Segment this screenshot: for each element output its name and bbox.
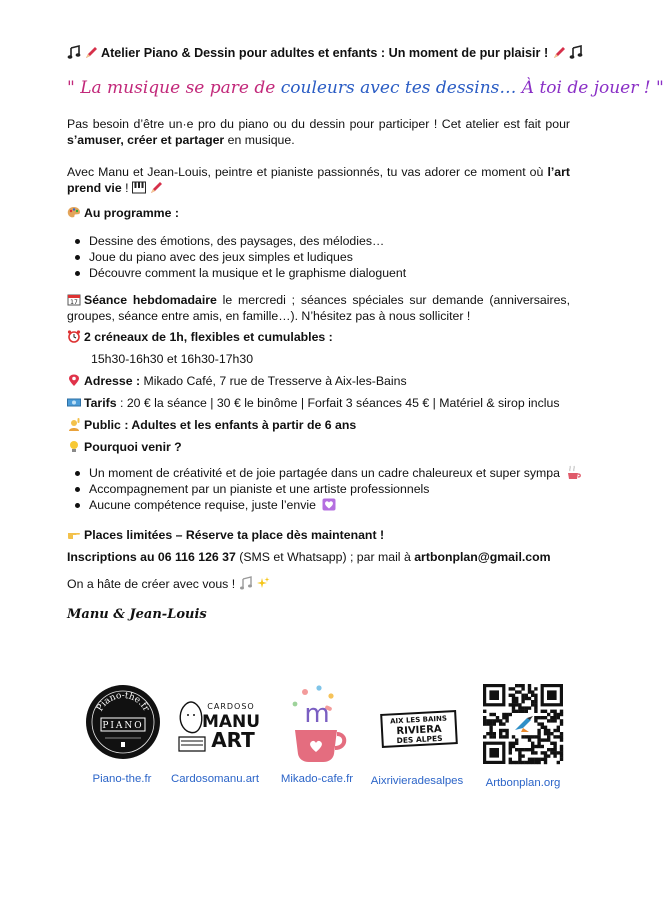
- list-item: Accompagnement par un pianiste et une artiste professionnels: [67, 481, 570, 497]
- music-note-icon: [569, 46, 583, 59]
- public-text: Public : Adultes et les enfants à partir de 6 ans: [84, 418, 357, 432]
- riviera-line-2: RIVIERA: [396, 723, 442, 738]
- qr-code[interactable]: [483, 684, 563, 764]
- places-line: [67, 527, 570, 543]
- piano-the-logo[interactable]: [85, 684, 161, 760]
- closing-text: On a hâte de créer avec vous !: [67, 577, 236, 591]
- caption-artbonplan[interactable]: Artbonplan.org: [485, 777, 561, 789]
- piano-the-logo-word: PIANO: [102, 721, 144, 731]
- music-notes-icon: [239, 577, 253, 590]
- list-item: Un moment de créativité et de joie partagée dans un cadre chaleureux et super sympa: [67, 465, 570, 481]
- caption-piano-the[interactable]: Piano-the.fr: [92, 773, 152, 785]
- adresse-line: Adresse : Mikado Café, 7 rue de Tresserve à Aix-les-Bains: [67, 373, 570, 389]
- purple-heart-icon: [322, 498, 336, 511]
- intro-paragraph-1: Pas besoin d’être un·e pro du piano ou du dessin pour participer ! Cet atelier est fait pour s’amuser, créer et partager en musique.: [67, 117, 570, 147]
- places-text: Places limitées – Réserve ta place dès maintenant !: [84, 528, 385, 542]
- programme-heading: Au programme :: [84, 206, 179, 220]
- closing-line: [67, 576, 570, 592]
- phone-number: Inscriptions au 06 116 126 37: [67, 550, 236, 564]
- quote-part-3: À toi de jouer ! ": [521, 78, 664, 98]
- list-item: Joue du piano avec des jeux simples et ludiques: [67, 249, 570, 265]
- tarifs-line: Tarifs : 20 € la séance | 30 € le binôme | Forfait 3 séances 45 € | Matériel & sirop inclus: [67, 395, 570, 411]
- pourquoi-list: [67, 465, 570, 513]
- title-line: [67, 45, 570, 61]
- cardoso-small-text: CARDOSO: [207, 702, 255, 711]
- programme-heading-line: [67, 205, 570, 221]
- seance-paragraph: 17 Séance hebdomadaire le mercredi ; séances spéciales sur demande (anniversaires, groupes, séance entre amis, en famille…). N’hésitez pas à nous solliciter !: [67, 293, 570, 323]
- money-icon: [67, 396, 81, 409]
- location-pin-icon: [67, 374, 81, 387]
- signature: Manu & Jean-Louis: [67, 607, 207, 622]
- cardoso-art-text: ART: [211, 728, 255, 752]
- programme-list: [67, 233, 570, 281]
- inscriptions-line: Inscriptions au 06 116 126 37 (SMS et Whatsapp) ; par mail à artbonplan@gmail.com: [67, 550, 551, 564]
- caption-cardosomanu[interactable]: Cardosomanu.art: [170, 773, 259, 785]
- hot-beverage-icon: [566, 465, 582, 481]
- quote-part-1: " La musique se pare de: [67, 78, 281, 98]
- intro-paragraph-2: Avec Manu et Jean-Louis, peintre et pianiste passionnés, tu vas adorer ce moment où l’art prend vie !: [67, 165, 570, 195]
- creneaux-heading: 2 créneaux de 1h, flexibles et cumulables :: [84, 330, 333, 344]
- palette-icon: [67, 206, 81, 219]
- light-bulb-icon: [67, 440, 81, 453]
- list-item: Dessine des émotions, des paysages, des mélodies…: [67, 233, 570, 249]
- creneaux-times: 15h30-16h30 et 16h30-17h30: [91, 352, 254, 366]
- piano-the-ring-text: Piano-the.fr: [95, 690, 151, 714]
- cardoso-manu-text: MANU: [201, 712, 261, 732]
- aix-riviera-logo[interactable]: [380, 711, 458, 747]
- quote-part-2: couleurs avec tes dessins…: [280, 78, 522, 98]
- riviera-line-3: DES ALPES: [396, 733, 443, 746]
- sparkles-icon: [256, 577, 270, 590]
- svg-text:17: 17: [70, 299, 78, 306]
- crayon-icon: [84, 46, 98, 59]
- creneaux-heading-line: [67, 329, 570, 345]
- piano-keys-icon: [132, 181, 146, 194]
- kingfisher-icon: [512, 713, 534, 735]
- mikado-cafe-logo[interactable]: [285, 684, 349, 764]
- list-item: Aucune compétence requise, juste l’envie: [67, 497, 570, 513]
- person-raising-hand-icon: [67, 418, 81, 431]
- page-title: Atelier Piano & Dessin pour adultes et enfants : Un moment de pur plaisir !: [101, 46, 549, 60]
- list-item: Découvre comment la musique et le graphisme dialoguent: [67, 265, 570, 281]
- calendar-icon: [67, 293, 81, 306]
- quote-line: [67, 76, 664, 100]
- mikado-letter: m: [304, 699, 330, 729]
- public-line: [67, 417, 570, 433]
- cardoso-manu-art-logo[interactable]: [175, 697, 261, 753]
- pointing-hand-icon: [67, 528, 81, 541]
- contact-email[interactable]: artbonplan@gmail.com: [414, 550, 551, 564]
- caption-aixriviera[interactable]: Aixrivieradesalpes: [370, 775, 464, 787]
- riviera-line-1: AIX LES BAINS: [389, 714, 448, 726]
- alarm-clock-icon: [67, 330, 81, 343]
- music-note-icon: [67, 46, 81, 59]
- caption-mikado-cafe[interactable]: Mikado-cafe.fr: [280, 773, 354, 785]
- pourquoi-heading: Pourquoi venir ?: [84, 440, 182, 454]
- pourquoi-heading-line: [67, 439, 570, 455]
- crayon-icon: [552, 46, 566, 59]
- crayon-icon: [149, 181, 163, 194]
